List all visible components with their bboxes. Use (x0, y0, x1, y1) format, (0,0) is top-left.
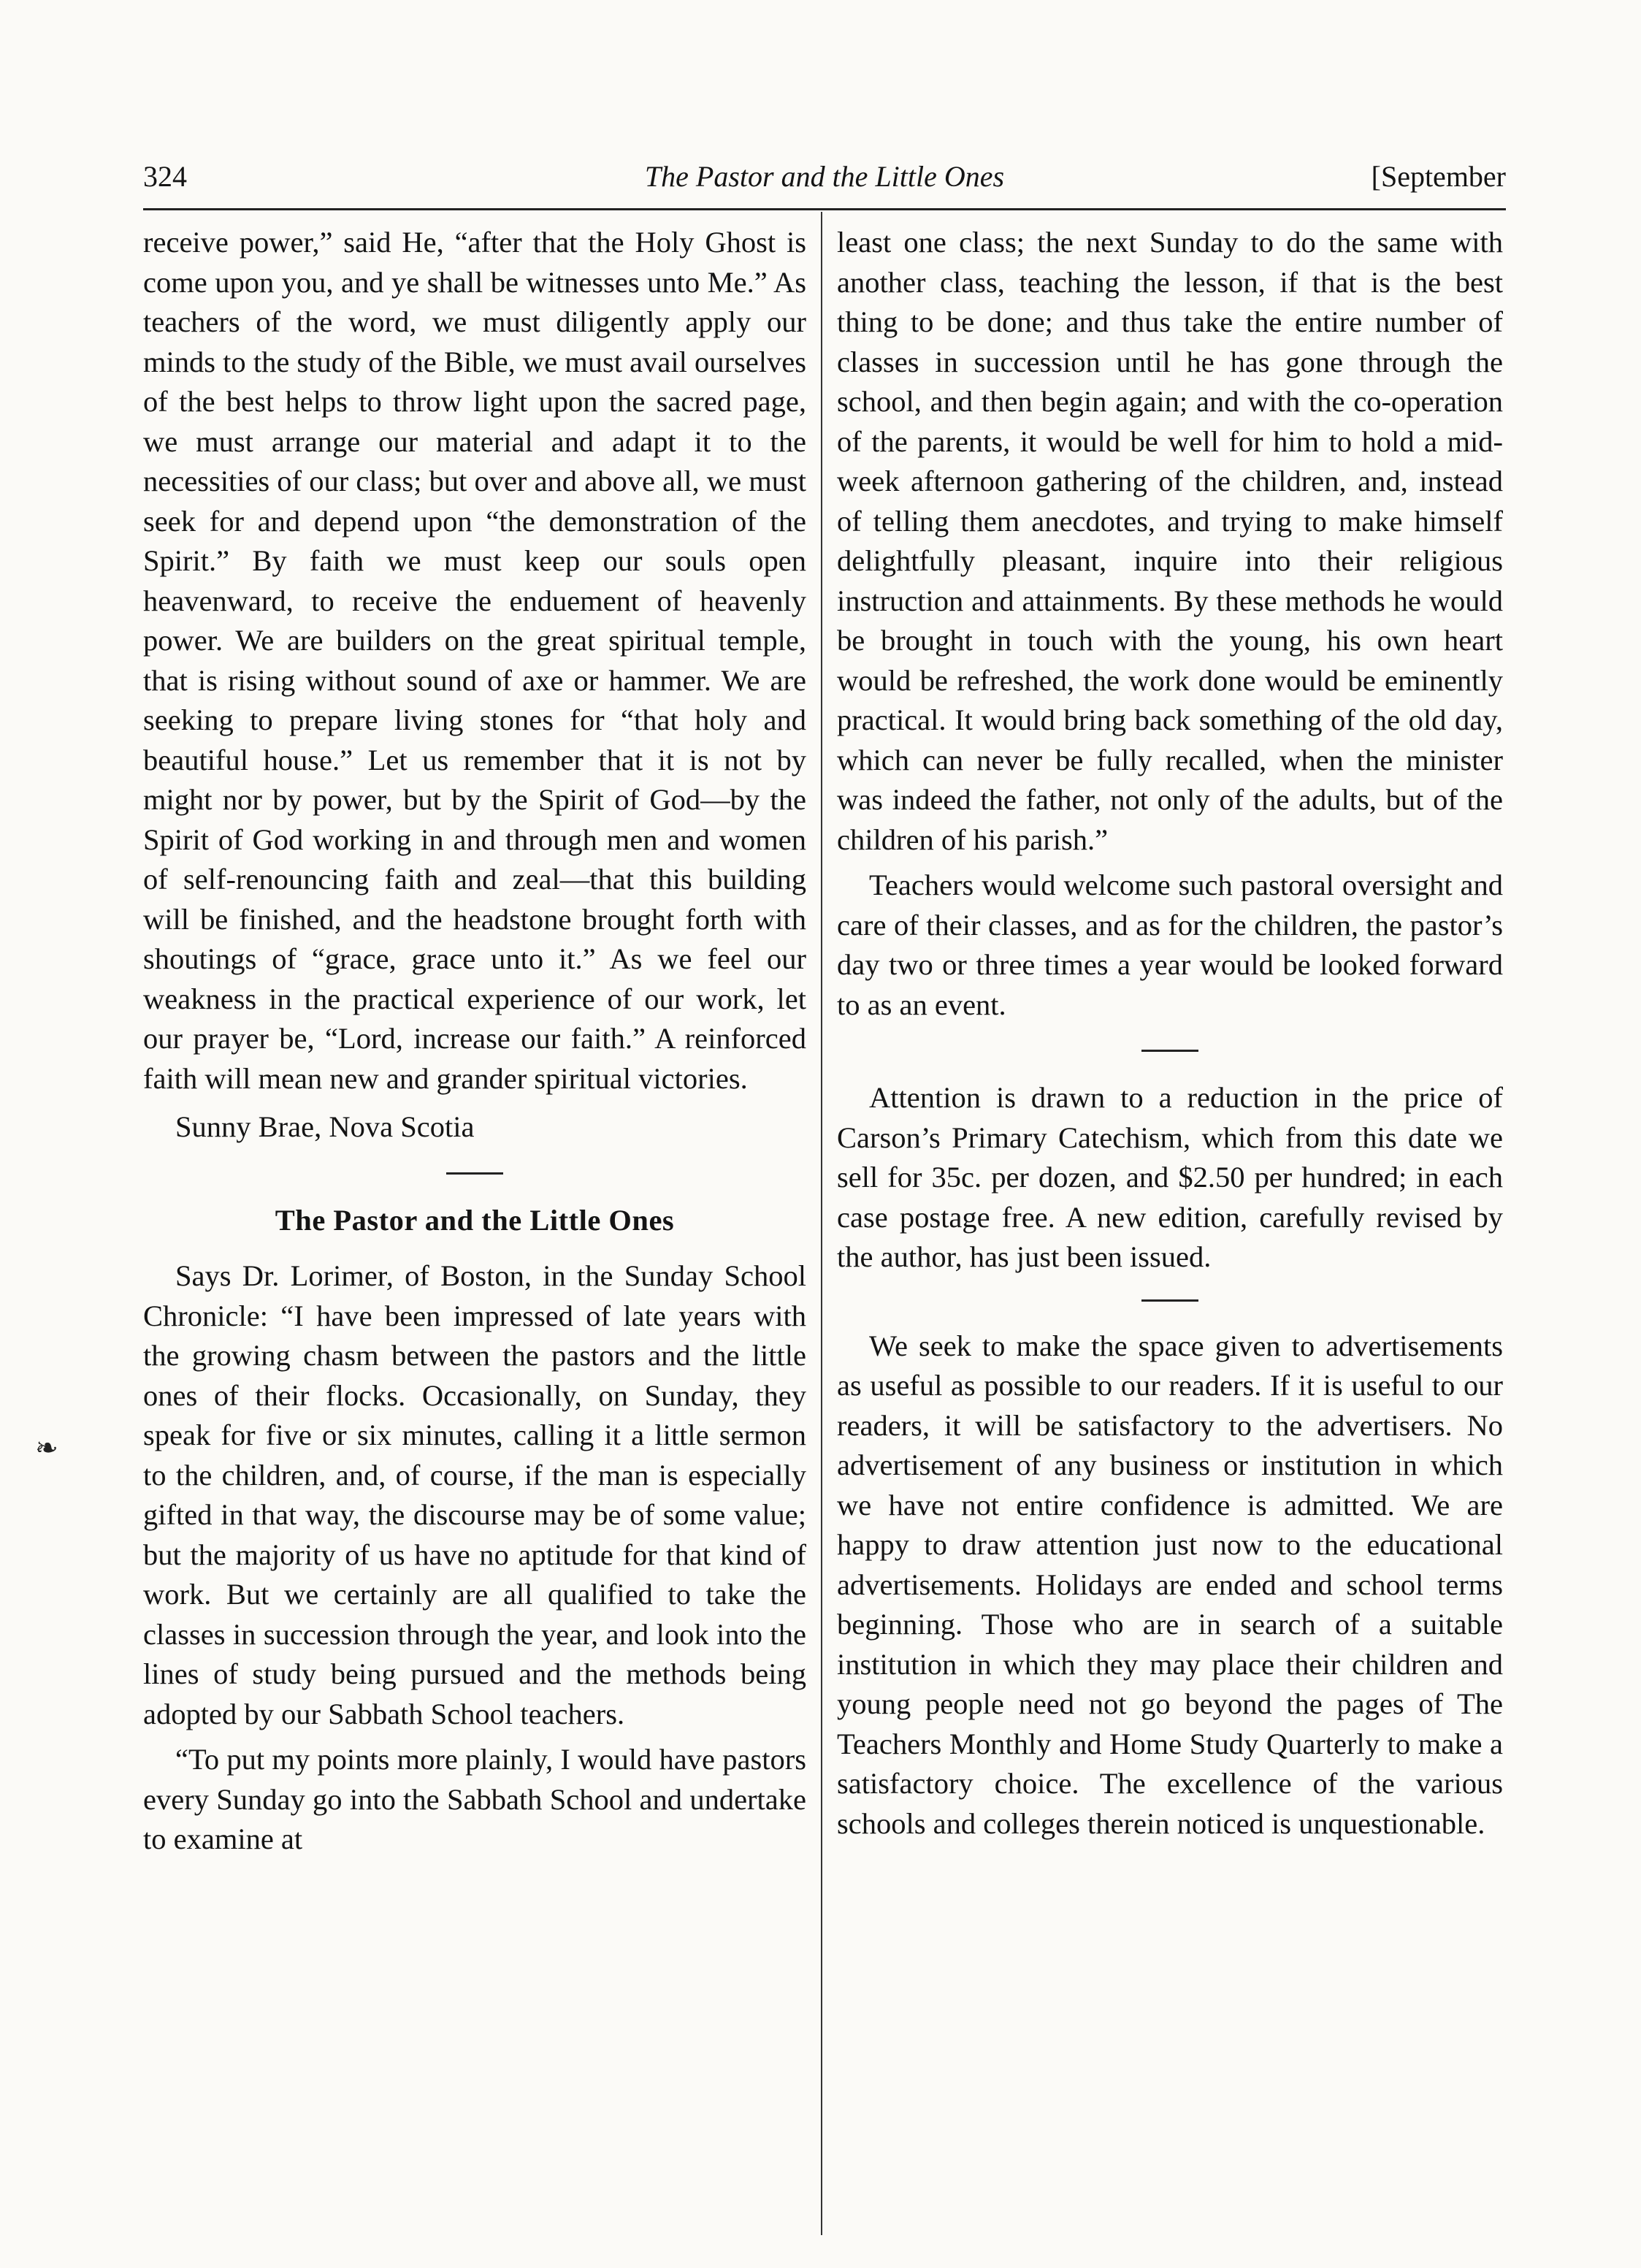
body-paragraph: Teachers would welcome such pastoral oversight and care of their classes, and as for the children, the pastor’s day two or three times a year would be looked forward to as an event. (837, 868, 1503, 1021)
advertisements-notice-paragraph: We seek to make the space given to advertisements as useful as possible to our readers. If it is useful to our readers, it will be satisfactory to the advertisers. No advertisement of any business or institution in which we have not entire confidence is admitted. We are happy to draw attention just now to the educational advertisements. Holidays are ended and school terms beginning. Those who are in search of a suitable institution in which they may place their children and young people need not go beyond the pages of The Teachers Monthly and Home Study Quarterly to make a satisfactory choice. The excellence of the various schools and colleges therein noticed is unquestionable. (837, 1329, 1503, 1840)
section-divider (1141, 1050, 1198, 1052)
left-column (143, 223, 806, 1860)
header-rule (143, 208, 1506, 210)
article-continuation-paragraph: receive power,” said He, “after that the Holy Ghost is come upon you, and ye shall be witnesses unto Me.” As teachers of the word, we must diligently apply our minds to the study of the Bible, we must avail ourselves of the best helps to throw light upon the sacred page, we must arrange our material and adapt it to the necessities of our class; but over and above all, we must seek for and depend upon “the demonstration of the Spirit.” By faith we must keep our souls open heavenward, to receive the enduement of heavenly power. We are builders on the great spiritual temple, that is rising without sound of axe or hammer. We are seeking to prepare living stones for “that holy and beautiful house.” Let us remember that it is not by might nor by power, but by the Spirit of God—by the Spirit of God working in and through men and women of self-renouncing faith and zeal—that this building will be finished, and the headstone brought forth with shoutings of “grace, grace unto it.” As we feel our weakness in the practical experience of our work, let our prayer be, “Lord, increase our faith.” A reinforced faith will mean new and grander spiritual victories. (143, 226, 806, 1095)
running-head (143, 155, 1506, 206)
printer-mark: ❧ (35, 1433, 58, 1464)
section-divider (446, 1172, 503, 1175)
column-divider (821, 212, 822, 2235)
section-divider (1141, 1299, 1198, 1302)
section-heading: The Pastor and the Little Ones (275, 1203, 675, 1237)
running-month: [September (1371, 160, 1506, 193)
catechism-notice-paragraph: Attention is drawn to a reduction in the price of Carson’s Primary Catechism, which from this date we sell for 35c. per dozen, and $2.50 per hundred; in each case postage free. A new edition, carefully revised by the author, has just been issued. (837, 1081, 1503, 1273)
right-column (837, 223, 1503, 1844)
body-paragraph: least one class; the next Sunday to do the same with another class, teaching the lesson, if that is the best thing to be done; and thus take the entire number of classes in succession until he has gone through the school, and then begin again; and with the co-operation of the parents, it would be well for him to hold a mid-week afternoon gathering of the children, and, instead of telling them anecdotes, and trying to make himself delightfully pleasant, inquire into their religious instruction and attainments. By these methods he would be brought in touch with the young, his own heart would be refreshed, the work done would be eminently practical. It would bring back something of the old day, which can never be fully recalled, when the minister was indeed the father, not only of the adults, but of the children of his parish.” (837, 226, 1503, 856)
author-location: Sunny Brae, Nova Scotia (175, 1110, 475, 1143)
page-number: 324 (143, 160, 187, 193)
body-paragraph: “To put my points more plainly, I would have pastors every Sunday go into the Sabbath School and undertake to examine at (143, 1743, 806, 1855)
running-title: The Pastor and the Little Ones (644, 160, 1005, 193)
body-paragraph: Says Dr. Lorimer, of Boston, in the Sunday School Chronicle: “I have been impressed of late years with the growing chasm between the pastors and the little ones of their flocks. Occasionally, on Sunday, they speak for five or six minutes, calling it a little sermon to the children, and, of course, if the man is especially gifted in that way, the discourse may be of some value; but the majority of us have no aptitude for that kind of work. But we certainly are all qualified to take the classes in succession through the year, and look into the lines of study being pursued and the methods being adopted by our Sabbath School teachers. (143, 1259, 806, 1730)
